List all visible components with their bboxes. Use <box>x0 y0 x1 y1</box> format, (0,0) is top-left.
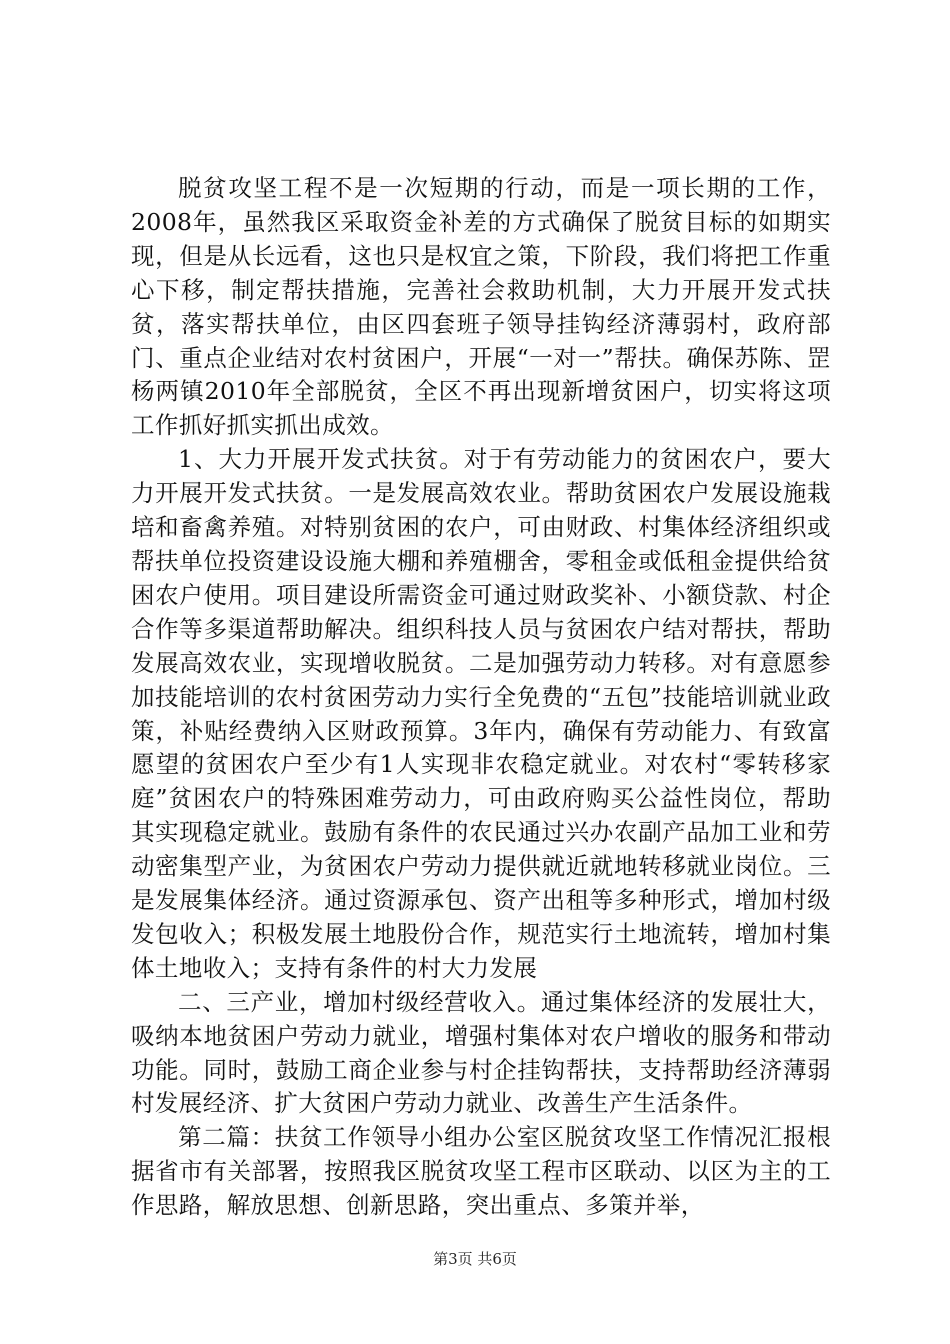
paragraph-1: 脱贫攻坚工程不是一次短期的行动，而是一项长期的工作，2008年，虽然我区采取资金补差的方式确保了脱贫目标的如期实现，但是从长远看，这也只是权宜之策，下阶段，我们将把工作重心下移，制定帮扶措施，完善社会救助机制，大力开展开发式扶贫，落实帮扶单位，由区四套班子领导挂钩经济薄弱村，政府部门、重点企业结对农村贫困户，开展“一对一”帮扶。确保苏陈、罡杨两镇2010年全部脱贫，全区不再出现新增贫困户，切实将这项工作抓好抓实抓出成效。 <box>131 174 831 440</box>
paragraph-4: 第二篇：扶贫工作领导小组办公室区脱贫攻坚工作情况汇报根据省市有关部署，按照我区脱贫攻坚工程市区联动、以区为主的工作思路，解放思想、创新思路，突出重点、多策并举， <box>131 1123 831 1220</box>
paragraph-3: 二、三产业，增加村级经营收入。通过集体经济的发展壮大，吸纳本地贫困户劳动力就业，增强村集体对农户增收的服务和带动功能。同时，鼓励工商企业参与村企挂钩帮扶，支持帮助经济薄弱村发展经济、扩大贫困户劳动力就业、改善生产生活条件。 <box>131 987 831 1118</box>
document-body <box>131 172 831 1223</box>
page-number-footer: 第3页 共6页 <box>433 1250 517 1268</box>
paragraph-2: 1、大力开展开发式扶贫。对于有劳动能力的贫困农户，要大力开展开发式扶贫。一是发展高效农业。帮助贫困农户发展设施栽培和畜禽养殖。对特别贫困的农户，可由财政、村集体经济组织或帮扶单位投资建设设施大棚和养殖棚舍，零租金或低租金提供给贫困农户使用。项目建设所需资金可通过财政奖补、小额贷款、村企合作等多渠道帮助解决。组织科技人员与贫困农户结对帮扶，帮助发展高效农业，实现增收脱贫。二是加强劳动力转移。对有意愿参加技能培训的农村贫困劳动力实行全免费的“五包”技能培训就业政策，补贴经费纳入区财政预算。3年内，确保有劳动能力、有致富愿望的贫困农户至少有1人实现非农稳定就业。对农村“零转移家庭”贫困农户的特殊困难劳动力，可由政府购买公益性岗位，帮助其实现稳定就业。鼓励有条件的农民通过兴办农副产品加工业和劳动密集型产业，为贫困农户劳动力提供就近就地转移就业岗位。三是发展集体经济。通过资源承包、资产出租等多种形式，增加村级发包收入；积极发展土地股份合作，规范实行土地流转，增加村集体土地收入；支持有条件的村大力发展 <box>131 445 831 982</box>
